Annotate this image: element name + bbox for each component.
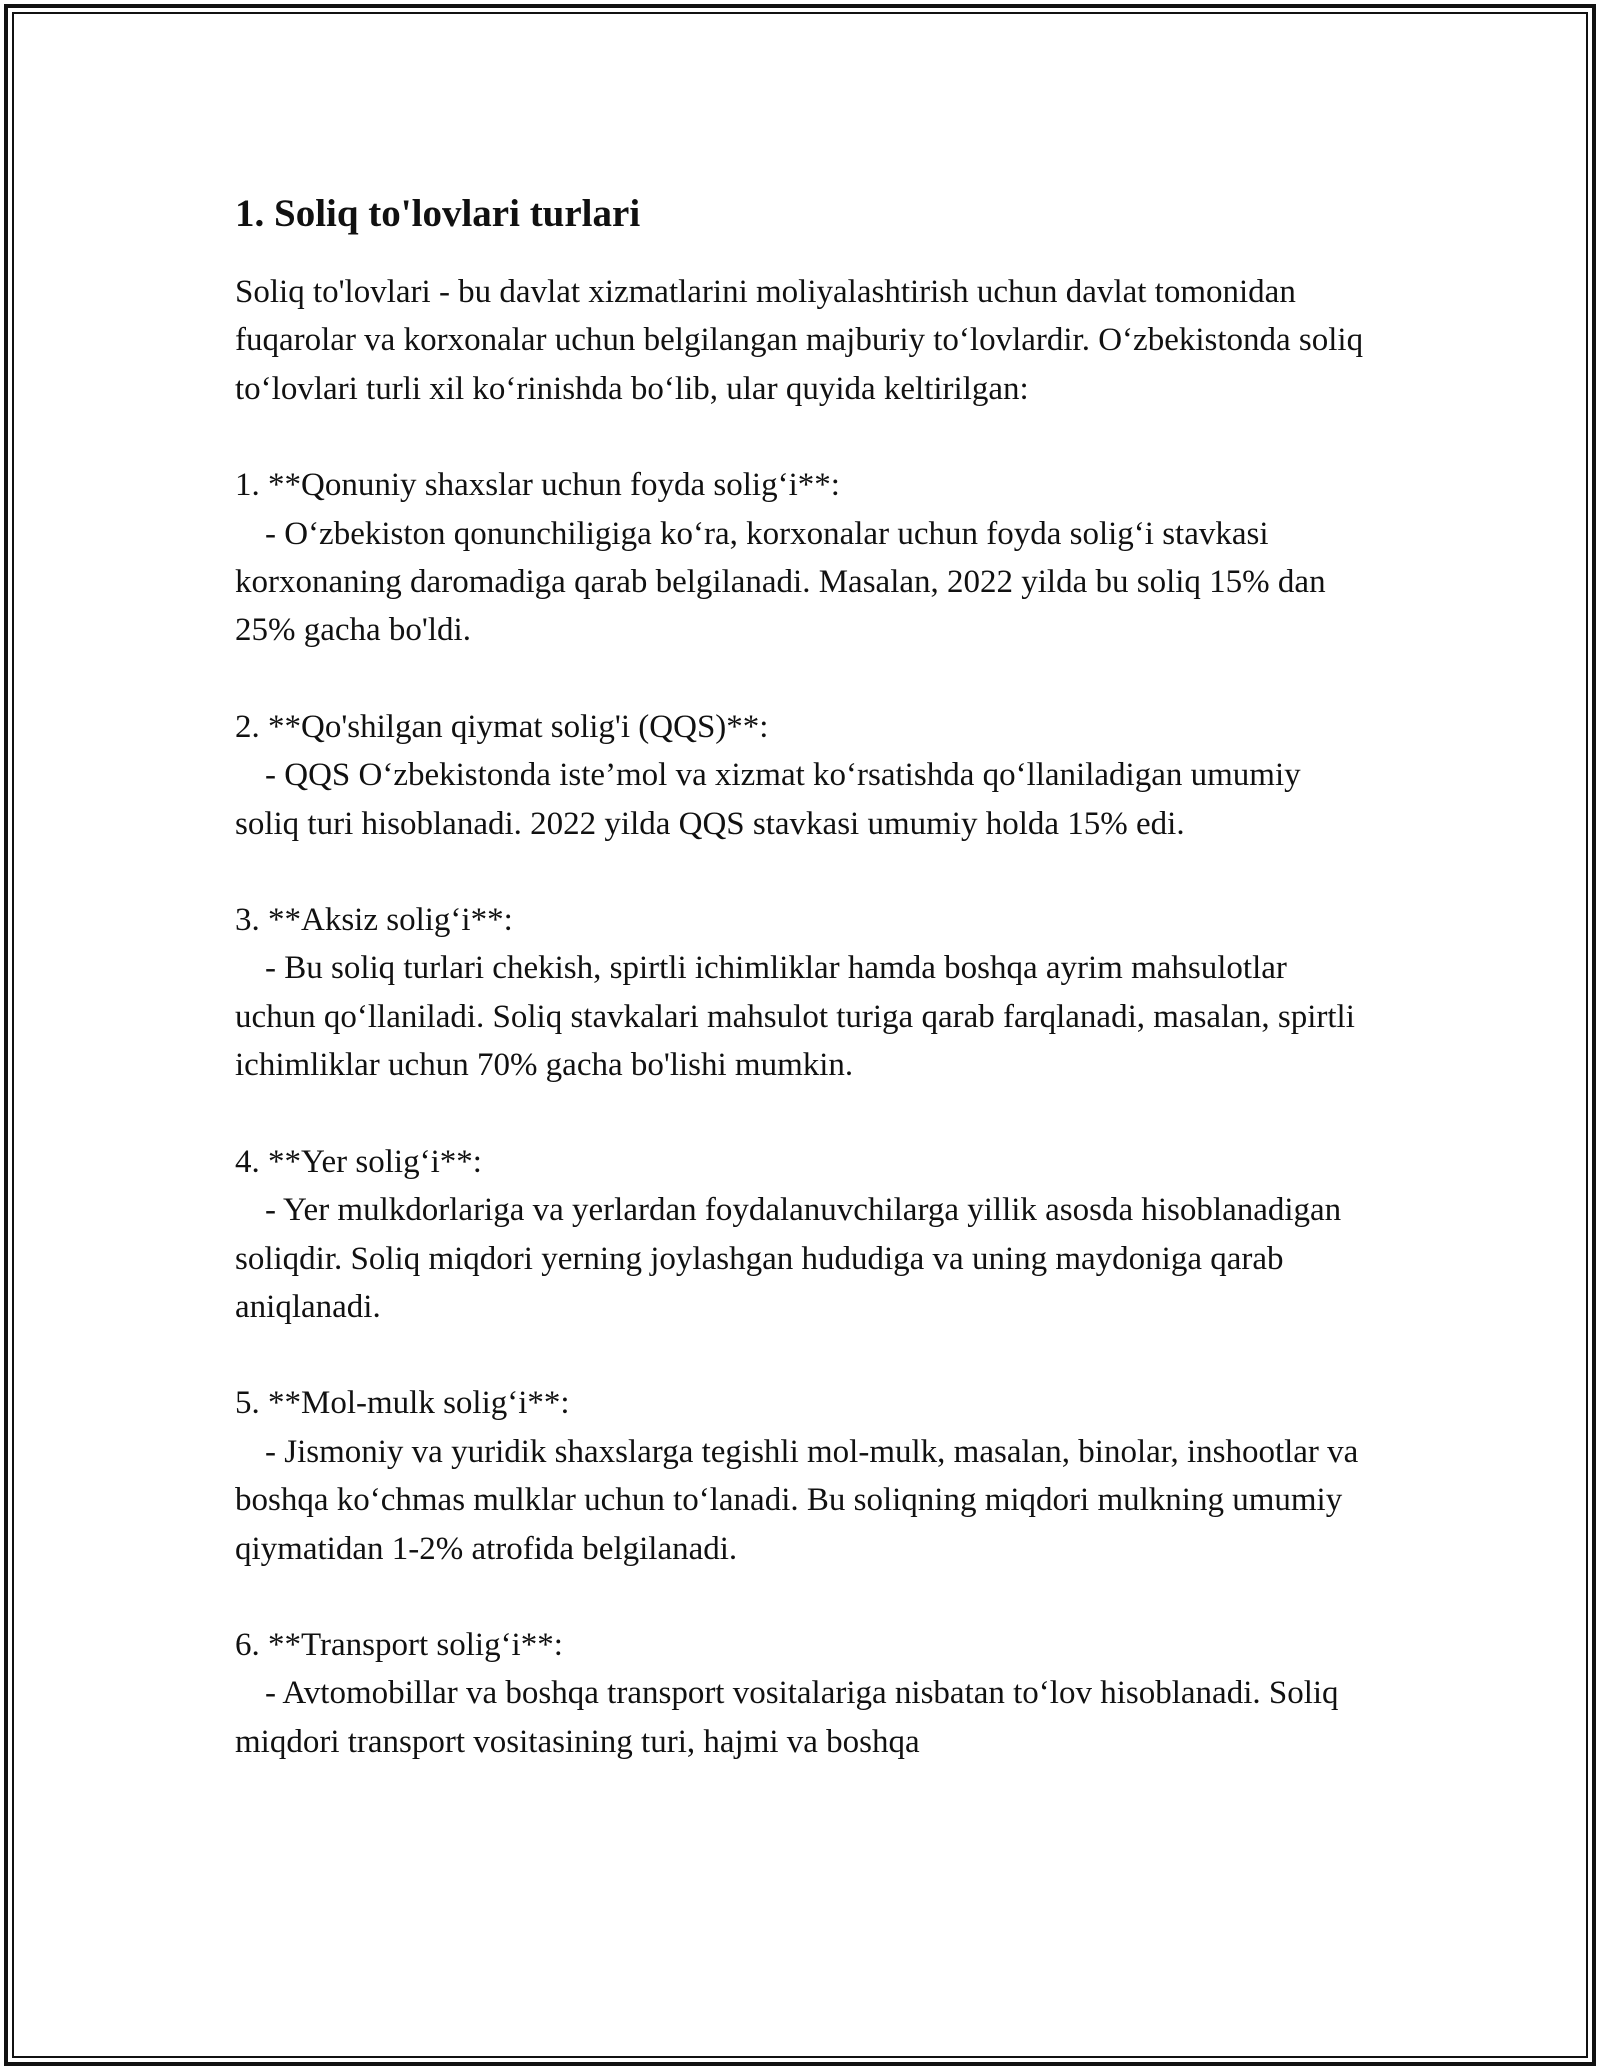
list-item — [235, 703, 1365, 848]
list-item — [235, 896, 1365, 1090]
document-body — [235, 184, 1365, 1766]
list-item — [235, 461, 1365, 655]
list-item-body: - Bu soliq turlari chekish, spirtli ichimliklar hamda boshqa ayrim mahsulotlar uchun qo‘llaniladi. Soliq stavkalari mahsulot turiga qarab farqlanadi, masalan, spirtli ichimliklar uchun 70% gacha bo'lishi mumkin. — [235, 950, 1355, 1084]
list-item-heading: 3. **Aksiz solig‘i**: — [235, 902, 513, 939]
list-item-heading: 1. **Qonuniy shaxslar uchun foyda solig‘i**: — [235, 467, 840, 504]
list-item-body: - Avtomobillar va boshqa transport vositalariga nisbatan to‘lov hisoblanadi. Soliq miqdori transport vositasining turi, hajmi va boshqa — [235, 1675, 1339, 1760]
list-item-heading: 6. **Transport solig‘i**: — [235, 1626, 563, 1663]
list-item-body: - Yer mulkdorlariga va yerlardan foydalanuvchilarga yillik asosda hisoblanadigan soliqdir. Soliq miqdori yerning joylashgan hududiga va uning maydoniga qarab aniqlanadi. — [235, 1192, 1342, 1325]
list-item-heading: 2. **Qo'shilgan qiymat solig'i (QQS)**: — [235, 708, 769, 745]
list-item-heading: 4. **Yer solig‘i**: — [235, 1143, 482, 1180]
list-item-heading: 5. **Mol-mulk solig‘i**: — [235, 1385, 570, 1422]
list-item-body: - QQS O‘zbekistonda iste’mol va xizmat ko‘rsatishda qo‘llaniladigan umumiy soliq turi hisoblanadi. 2022 yilda QQS stavkasi umumiy holda 15% edi. — [235, 757, 1301, 842]
list-item — [235, 1621, 1365, 1766]
intro-paragraph: Soliq to'lovlari - bu davlat xizmatlarini moliyalashtirish uchun davlat tomonidan fuqarolar va korxonalar uchun belgilangan majburiy to‘lovlardir. O‘zbekistonda soliq to‘lovlari turli xil ko‘rinishda bo‘lib, ular quyida keltirilgan: — [235, 274, 1364, 407]
list-item — [235, 1379, 1365, 1573]
document-title: 1. Soliq to'lovlari turlari — [235, 192, 641, 235]
list-item — [235, 1138, 1365, 1332]
list-item-body: - O‘zbekiston qonunchiligiga ko‘ra, korxonalar uchun foyda solig‘i stavkasi korxonaning daromadiga qarab belgilanadi. Masalan, 2022 yilda bu soliq 15% dan 25% gacha bo'ldi. — [235, 515, 1326, 649]
list-item-body: - Jismoniy va yuridik shaxslarga tegishli mol-mulk, masalan, binolar, inshootlar va boshqa ko‘chmas mulklar uchun to‘lanadi. Bu soliqning miqdori mulkning umumiy qiymatidan 1-2% atrofida belgilanadi. — [235, 1433, 1359, 1567]
